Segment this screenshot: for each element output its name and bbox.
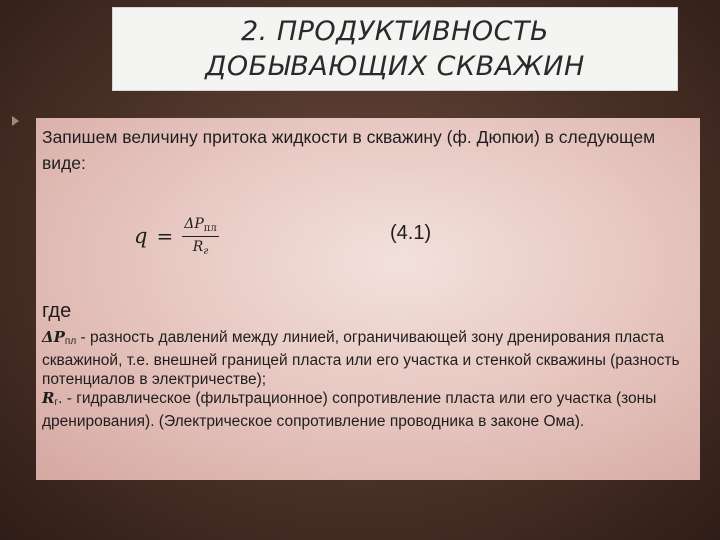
definition-delta-p: ΔPпл - разность давлений между линией, ограничивающей зону дренирования пласта скважиной, т.е. внешней границей пласта или его участка и стенкой скважины (разность потенциалов в электричестве); xyxy=(42,328,680,388)
title-line-1: 2. ПРОДУКТИВНОСТЬ xyxy=(240,16,550,47)
intro-text: Запишем величину притока жидкости в скважину (ф. Дюпюи) в следующем виде: xyxy=(42,127,656,173)
title-box xyxy=(112,7,678,91)
bullet-arrow-icon xyxy=(12,116,19,126)
formula-denominator: $R_г$ xyxy=(192,238,209,257)
formula-equals: = xyxy=(156,224,174,248)
where-label: где xyxy=(42,300,72,322)
definitions xyxy=(42,328,694,431)
equation-number: (4.1) xyxy=(390,222,432,244)
formula-numerator: $\Delta P_{пл}$ xyxy=(182,216,219,237)
title-line-2: ДОБЫВАЮЩИХ СКВАЖИН xyxy=(205,51,585,82)
dupuit-formula xyxy=(134,210,219,262)
formula-lhs: q xyxy=(134,224,148,248)
formula-fraction xyxy=(182,216,219,257)
definition-r: Rг. - гидравлическое (фильтрационное) сопротивление пласта или его участка (зоны дренирования). (Электрическое сопротивление проводника в законе Ома). xyxy=(42,389,657,430)
content-box xyxy=(36,118,700,480)
